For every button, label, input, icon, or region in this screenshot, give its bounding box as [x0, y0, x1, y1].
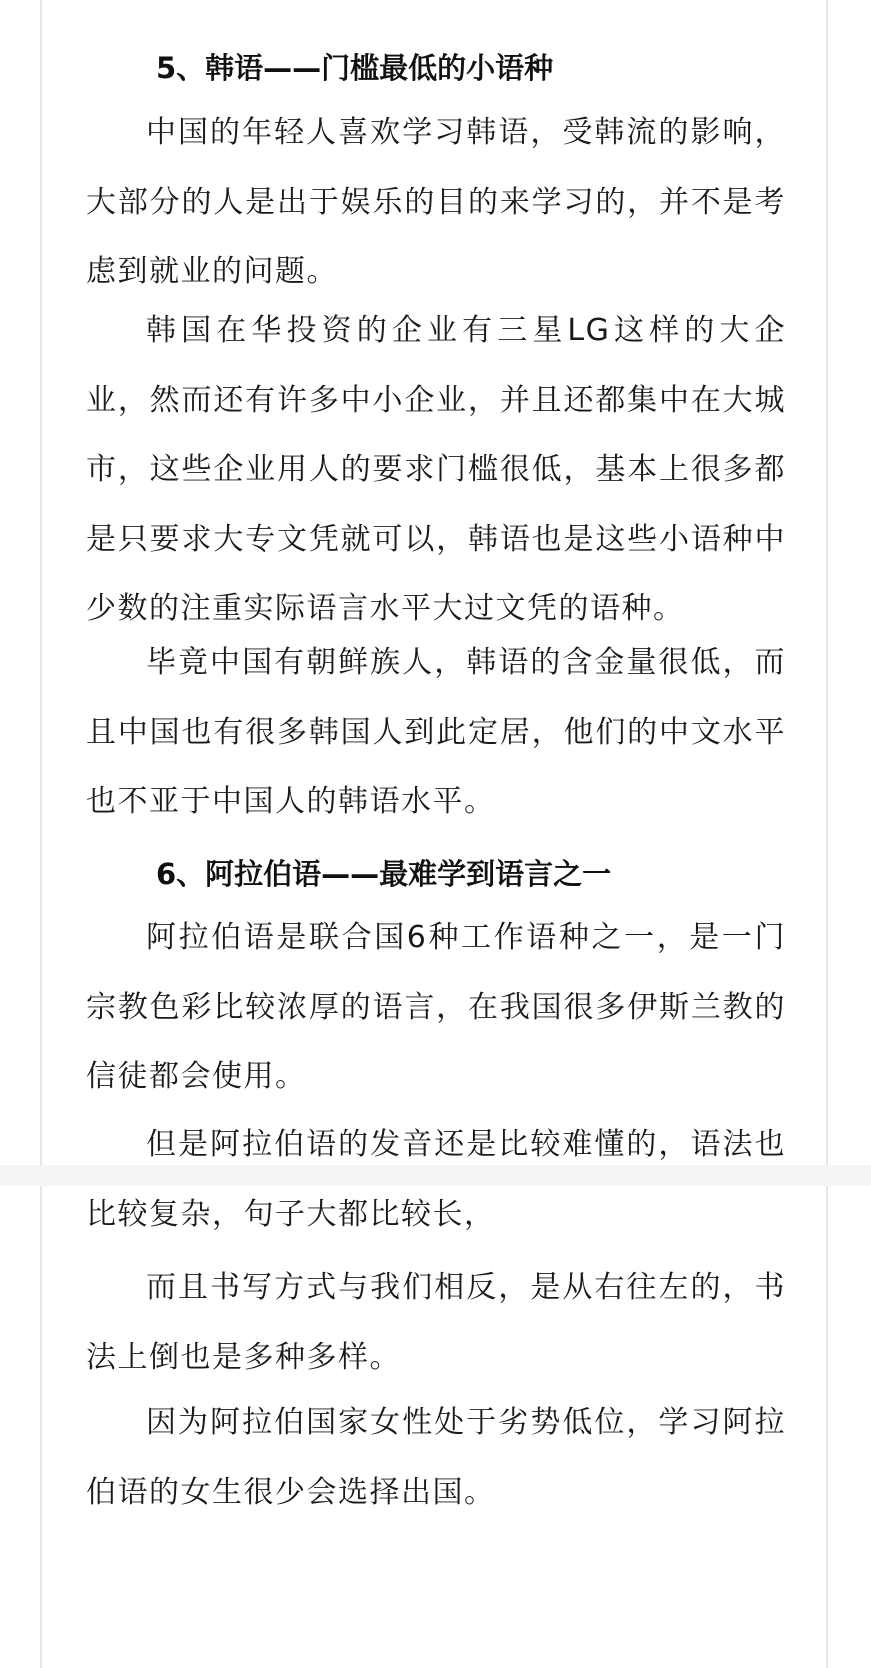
- paragraph: 韩国在华投资的企业有三星LG这样的大企业，然而还有许多中小企业，并且还都集中在大城市，这些企业用人的要求门槛很低，基本上很多都是只要求大专文凭就可以，韩语也是这些小语种中少数的注重实际语言水平大过文凭的语种。: [86, 313, 786, 627]
- paragraph: 中国的年轻人喜欢学习韩语，受韩流的影响，大部分的人是出于娱乐的目的来学习的，并不是考虑到就业的问题。: [86, 115, 786, 290]
- paragraph: 毕竟中国有朝鲜族人，韩语的含金量很低，而且中国也有很多韩国人到此定居，他们的中文水平也不亚于中国人的韩语水平。: [86, 645, 786, 820]
- paragraph: 因为阿拉伯国家女性处于劣势低位，学习阿拉伯语的女生很少会选择出国。: [86, 1405, 786, 1510]
- paragraph: 而且书写方式与我们相反，是从右往左的，书法上倒也是多种多样。: [86, 1270, 786, 1375]
- section-heading-korean: 5、韩语——门槛最低的小语种: [156, 51, 554, 85]
- paragraph: 但是阿拉伯语的发音还是比较难懂的，语法也比较复杂，句子大都比较长，: [86, 1127, 786, 1232]
- section-heading-arabic: 6、阿拉伯语——最难学到语言之一: [156, 857, 612, 891]
- paragraph: 阿拉伯语是联合国6种工作语种之一，是一门宗教色彩比较浓厚的语言，在我国很多伊斯兰教的信徒都会使用。: [86, 920, 786, 1095]
